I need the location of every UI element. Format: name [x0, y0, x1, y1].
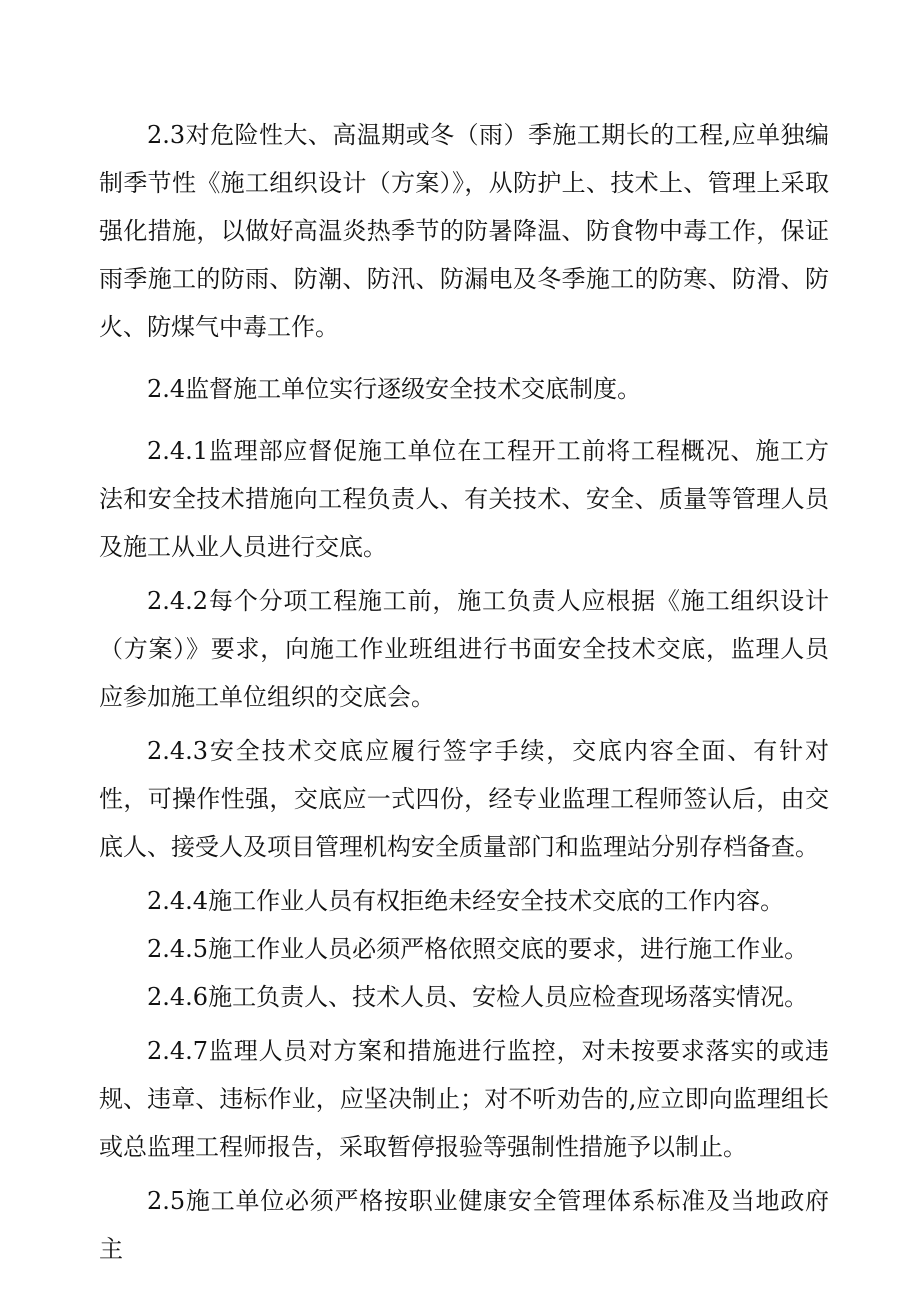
paragraph-2-4-1: 2.4.1监理部应督促施工单位在工程开工前将工程概况、施工方法和安全技术措施向工程负责人、有关技术、安全、质量等管理人员及施工从业人员进行交底。 — [99, 437, 829, 561]
paragraph-2-4-5: 2.4.5施工作业人员必须严格依照交底的要求，进行施工作业。 — [147, 935, 809, 963]
paragraph-2-4-4: 2.4.4施工作业人员有权拒绝未经安全技术交底的工作内容。 — [147, 887, 785, 915]
paragraph-2-4: 2.4监督施工单位实行逐级安全技术交底制度。 — [147, 375, 642, 403]
paragraph-2-4-2: 2.4.2每个分项工程施工前，施工负责人应根据《施工组织设计（方案）》要求，向施工作业班组进行书面安全技术交底，监理人员应参加施工单位组织的交底会。 — [99, 587, 829, 711]
paragraph-2-4-6: 2.4.6施工负责人、技术人员、安检人员应检查现场落实情况。 — [147, 983, 809, 1011]
paragraph-2-4-7: 2.4.7监理人员对方案和措施进行监控，对未按要求落实的或违规、违章、违标作业，应坚决制止；对不听劝告的,应立即向监理组长或总监理工程师报告，采取暂停报验等强制性措施予以制止。 — [99, 1037, 829, 1161]
document-body — [99, 111, 829, 1273]
paragraph-2-4-3: 2.4.3安全技术交底应履行签字手续，交底内容全面、有针对性，可操作性强，交底应一式四份，经专业监理工程师签认后，由交底人、接受人及项目管理机构安全质量部门和监理站分别存档备查。 — [99, 737, 829, 861]
paragraph-2-5: 2.5施工单位必须严格按职业健康安全管理体系标准及当地政府主 — [99, 1187, 829, 1263]
paragraph-2-3: 2.3对危险性大、高温期或冬（雨）季施工期长的工程,应单独编制季节性《施工组织设计（方案）》，从防护上、技术上、管理上采取强化措施，以做好高温炎热季节的防暑降温、防食物中毒工作，保证雨季施工的防雨、防潮、防汛、防漏电及冬季施工的防寒、防滑、防火、防煤气中毒工作。 — [99, 121, 829, 341]
